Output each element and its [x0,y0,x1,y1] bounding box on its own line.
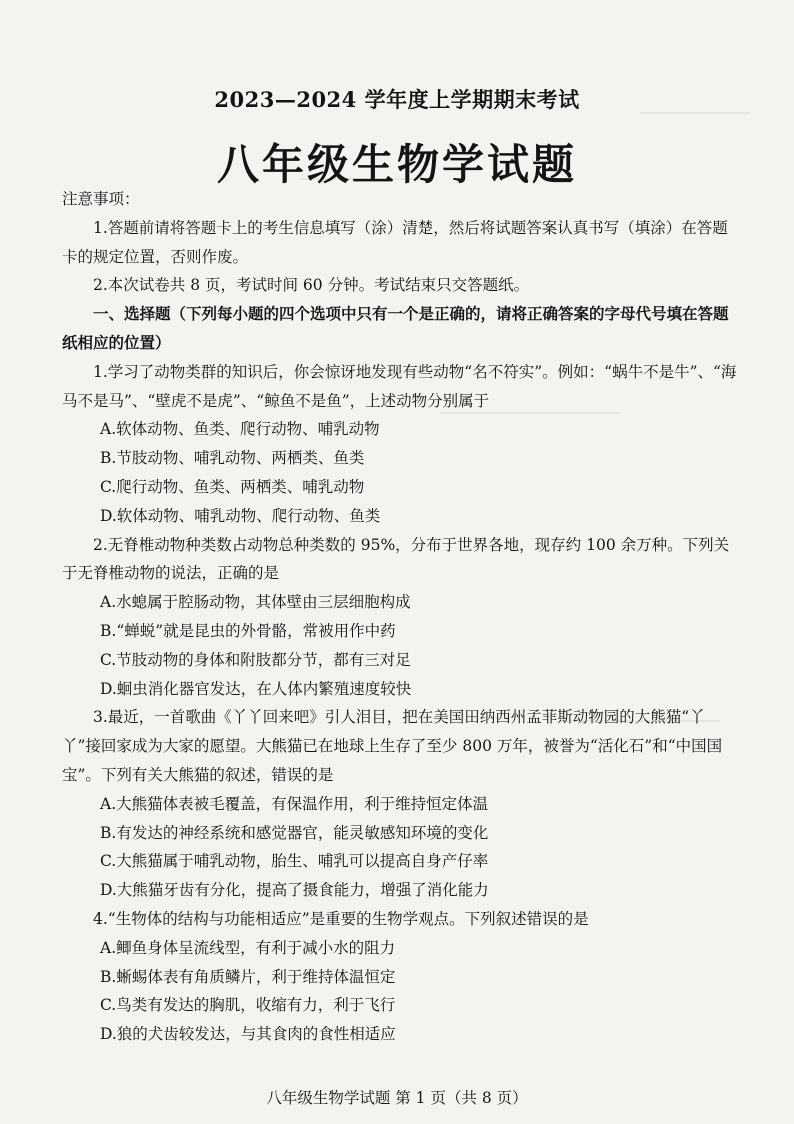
question-option: B.“蝉蜕”就是昆虫的外骨骼，常被用作中药 [100,621,396,640]
notes-heading: 注意事项： [62,190,140,208]
question-option: A.大熊猫体表被毛覆盖，有保温作用，利于维持恒定体温 [100,794,489,813]
question-option: D.软体动物、哺乳动物、爬行动物、鱼类 [100,506,381,525]
question-4 [62,905,738,1049]
question-option: B.有发达的神经系统和感觉器官，能灵敏感知环境的变化 [100,823,489,842]
question-stem: 1.学习了动物类群的知识后，你会惊讶地发现有些动物“名不符实”。例如：“蜗牛不是牛”、“海马不是马”、“壁虎不是虎”、“鲸鱼不是鱼”，上述动物分别属于 [62,362,737,410]
question-option: A.水螅属于腔肠动物，其体壁由三层细胞构成 [100,593,411,612]
question-option: C.鸟类有发达的胸肌，收缩有力，利于飞行 [100,996,396,1015]
question-option: A.鲫鱼身体呈流线型，有利于减小水的阻力 [100,938,396,957]
question-1 [62,358,738,531]
section-heading: 一、选择题（下列每小题的四个选项中只有一个是正确的，请将正确答案的字母代号填在答题纸相应的位置） [62,304,729,352]
question-option: D.蛔虫消化器官发达，在人体内繁殖速度较快 [100,679,412,698]
question-option: C.大熊猫属于哺乳动物，胎生、哺乳可以提高自身产仔率 [100,852,489,871]
question-option: B.蜥蜴体表有角质鳞片，利于维持体温恒定 [100,967,396,986]
question-option: C.节肢动物的身体和附肢都分节，都有三对足 [100,650,411,669]
question-stem: 3.最近，一首歌曲《丫丫回来吧》引人泪目，把在美国田纳西州孟菲斯动物园的大熊猫“丫丫”接回家成为大家的愿望。大熊猫已在地球上生存了至少 800 万年，被誉为“活化石”和“中国国宝”。下列有关大熊猫的叙述，错误的是 [62,708,723,784]
question-stem: 2.无脊椎动物种类数占动物总种类数的 95%，分布于世界各地，现存约 100 余万种。下列关于无脊椎动物的说法，正确的是 [62,535,730,583]
question-2 [62,531,738,704]
question-3 [62,703,738,905]
question-option: C.爬行动物、鱼类、两栖类、哺乳动物 [100,477,365,496]
question-option: D.狼的犬齿较发达，与其食肉的食性相适应 [100,1025,396,1044]
exam-title: 八年级生物学试题 [216,140,577,189]
question-option: B.节肢动物、哺乳动物、两栖类、鱼类 [100,449,365,468]
notes-item-1: 1.答题前请将答题卡上的考生信息填写（涂）清楚，然后将试题答案认真书写（填涂）在答题卡的规定位置，否则作废。 [62,218,728,266]
question-option: A.软体动物、鱼类、爬行动物、哺乳动物 [100,420,380,439]
exam-subtitle: 2023—2024 学年度上学期期末考试 [214,87,580,112]
question-stem: 4.“生物体的结构与功能相适应”是重要的生物学观点。下列叙述错误的是 [93,909,589,928]
notes-item-2: 2.本次试卷共 8 页，考试时间 60 分钟。考试结束只交答题纸。 [93,276,530,295]
page-footer: 八年级生物学试题 第 1 页（共 8 页） [266,1089,528,1107]
question-option: D.大熊猫牙齿有分化，提高了摄食能力，增强了消化能力 [100,881,489,900]
exam-content [62,185,738,1049]
